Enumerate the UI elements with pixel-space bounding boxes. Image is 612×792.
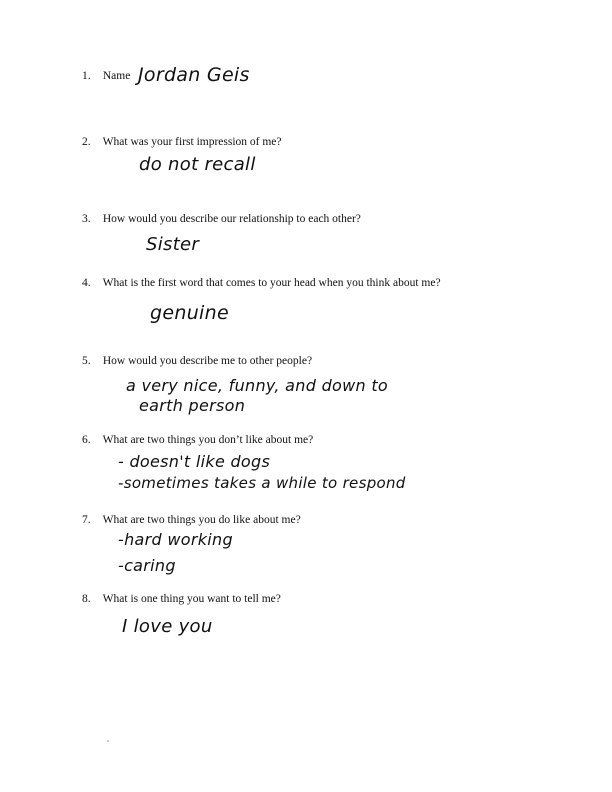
answer-describe-line-1: a very nice, funny, and down to xyxy=(126,376,388,395)
question-number: 3. xyxy=(82,213,91,225)
answer-dislike-1: - doesn't like dogs xyxy=(118,452,271,471)
question-text: What are two things you do like about me? xyxy=(102,514,301,526)
answer-like-2: -caring xyxy=(118,556,176,575)
question-1 xyxy=(82,69,130,83)
question-number: 6. xyxy=(82,434,91,446)
question-text: What are two things you don’t like about me? xyxy=(102,434,314,446)
question-2 xyxy=(82,135,282,149)
question-text: How would you describe our relationship to each other? xyxy=(102,213,361,225)
answer-tell-me: I love you xyxy=(122,616,213,637)
speck-mark xyxy=(107,740,109,742)
question-text: How would you describe me to other people? xyxy=(102,355,313,367)
question-3 xyxy=(82,212,361,226)
question-8 xyxy=(82,592,281,606)
question-number: 5. xyxy=(82,355,91,367)
question-text: Name xyxy=(102,70,131,82)
answer-relationship: Sister xyxy=(146,234,200,255)
question-number: 4. xyxy=(82,277,91,289)
question-6 xyxy=(82,433,313,447)
question-4 xyxy=(82,276,441,290)
answer-dislike-2: -sometimes takes a while to respond xyxy=(118,474,406,492)
answer-name: Jordan Geis xyxy=(138,64,250,86)
question-7 xyxy=(82,513,301,527)
answer-describe-line-2: earth person xyxy=(139,396,246,415)
question-text: What is the first word that comes to your head when you think about me? xyxy=(102,277,441,289)
question-number: 7. xyxy=(82,514,91,526)
answer-like-1: -hard working xyxy=(118,530,233,549)
question-text: What was your first impression of me? xyxy=(102,136,282,148)
question-number: 1. xyxy=(82,70,91,82)
answer-first-impression: do not recall xyxy=(139,154,256,175)
question-5 xyxy=(82,354,312,368)
question-number: 8. xyxy=(82,593,91,605)
question-text: What is one thing you want to tell me? xyxy=(102,593,281,605)
question-number: 2. xyxy=(82,136,91,148)
answer-first-word: genuine xyxy=(150,302,229,324)
